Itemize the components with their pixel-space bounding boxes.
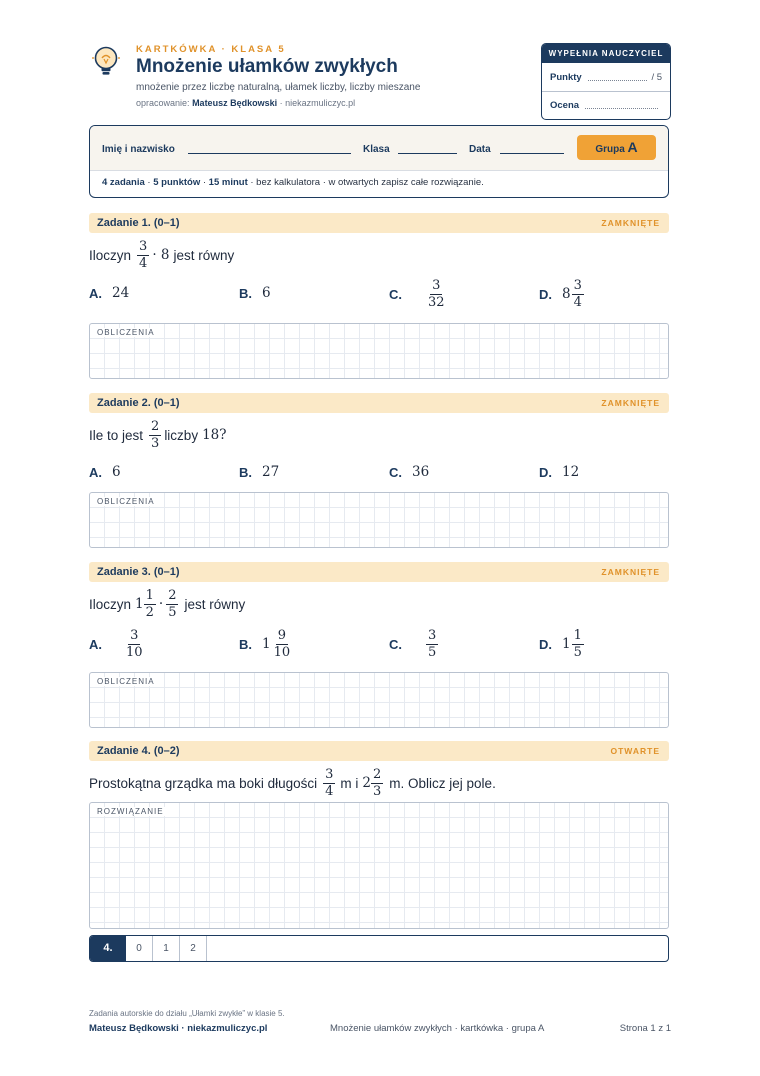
option-letter: C. [389, 464, 402, 480]
task-4-header [89, 741, 669, 761]
numerator: 2 [151, 419, 160, 434]
option-letter: B. [239, 285, 252, 301]
denominator: 32 [428, 294, 445, 310]
fraction [426, 279, 447, 309]
option-letter: C. [389, 286, 402, 302]
numerator: 3 [325, 767, 334, 782]
question-text: Ile to jest [89, 427, 144, 443]
option-letter: A. [89, 636, 102, 652]
numerator: 2 [168, 588, 177, 603]
task-1-header [89, 213, 669, 233]
task-4-question [89, 768, 496, 798]
author-line [136, 98, 355, 108]
student-info-fields [90, 126, 668, 171]
task-type-badge: OTWARTE [610, 746, 660, 756]
class-label: Klasa [363, 144, 390, 155]
whole-part: 2 [362, 775, 371, 792]
option-a[interactable] [89, 285, 129, 301]
score-option-2[interactable]: 2 [180, 936, 207, 961]
worksheet-kicker: KARTKÓWKA · KLASA 5 [136, 44, 286, 55]
math-term: 18? [202, 427, 227, 444]
denominator: 5 [573, 644, 582, 660]
grade-label: Ocena [550, 100, 580, 111]
group-letter: A [627, 139, 638, 155]
denominator: 3 [151, 435, 160, 451]
score-row [89, 935, 669, 962]
question-text: m. Oblicz jej pole. [389, 775, 496, 791]
question-text: Prostokątna grządka ma boki długości [89, 775, 318, 791]
option-d[interactable] [539, 279, 587, 309]
option-b[interactable] [239, 629, 295, 659]
fraction [572, 279, 584, 309]
area-label: OBLICZENIA [97, 497, 155, 506]
area-label: OBLICZENIA [97, 677, 155, 686]
summary-time: 15 minut [208, 177, 248, 188]
option-d[interactable] [539, 464, 579, 480]
page-title: Mnożenie ułamków zwykłych [136, 56, 398, 77]
author-prefix: opracowanie: [136, 98, 190, 108]
fraction [323, 768, 335, 798]
math-term: · 8 [152, 247, 170, 264]
fraction [137, 240, 149, 270]
option-value: 27 [262, 464, 280, 480]
option-a[interactable] [89, 629, 148, 659]
grade-field[interactable] [585, 101, 658, 109]
option-a[interactable] [89, 464, 121, 480]
group-label: Grupa [595, 144, 625, 155]
teacher-box-divider [542, 91, 670, 92]
denominator: 3 [373, 783, 382, 799]
option-letter: D. [539, 286, 552, 302]
footer-page: Strona 1 z 1 [619, 1023, 671, 1034]
fraction [149, 420, 161, 450]
numerator: 3 [130, 628, 139, 643]
whole-part: 1 [562, 636, 571, 653]
name-field[interactable] [188, 153, 351, 154]
option-b[interactable] [239, 464, 279, 480]
option-value: 6 [262, 285, 271, 301]
task-title: Zadanie 2. (0–1) [97, 397, 180, 409]
summary-points: 5 punktów [153, 177, 201, 188]
denominator: 2 [145, 604, 154, 620]
task-type-badge: ZAMKNIĘTE [601, 567, 660, 577]
points-row [550, 72, 662, 83]
question-text: Iloczyn [89, 247, 132, 263]
task-1-question [89, 240, 234, 270]
task-3-header [89, 562, 669, 582]
numerator: 2 [373, 767, 382, 782]
fraction [426, 629, 438, 659]
score-option-0[interactable]: 0 [126, 936, 153, 961]
task-type-badge: ZAMKNIĘTE [601, 398, 660, 408]
author-site: · niekazmuliczyc.pl [279, 98, 356, 108]
area-label: OBLICZENIA [97, 328, 155, 337]
whole-part: 1 [262, 636, 271, 653]
denominator: 4 [139, 255, 148, 271]
lightbulb-icon [90, 44, 122, 78]
task-type-badge: ZAMKNIĘTE [601, 218, 660, 228]
points-label: Punkty [550, 72, 582, 83]
denominator: 10 [273, 644, 291, 660]
date-field[interactable] [500, 153, 564, 154]
fraction [371, 768, 383, 798]
summary-tasks: 4 zadania [102, 177, 145, 188]
calculation-area[interactable] [89, 492, 669, 548]
whole-part: 1 [135, 596, 144, 613]
option-letter: B. [239, 636, 252, 652]
fraction [572, 629, 584, 659]
footer-brand: Mateusz Będkowski · niekazmuliczyc.pl [89, 1023, 268, 1034]
numerator: 1 [145, 588, 154, 603]
question-text: jest równy [173, 247, 235, 263]
class-field[interactable] [398, 153, 457, 154]
option-letter: D. [539, 636, 552, 652]
student-info-panel [89, 125, 669, 198]
footer-note: Zadania autorskie do działu „Ułamki zwykłe” w klasie 5. [89, 1009, 285, 1018]
date-label: Data [469, 144, 491, 155]
task-title: Zadanie 3. (0–1) [97, 566, 180, 578]
fraction [166, 589, 178, 619]
option-letter: C. [389, 636, 402, 652]
denominator: 5 [428, 644, 437, 660]
fraction [272, 629, 293, 659]
option-value: 6 [112, 464, 121, 480]
option-value: 36 [412, 464, 430, 480]
option-letter: D. [539, 464, 552, 480]
numerator: 9 [277, 628, 286, 643]
group-badge [577, 135, 656, 160]
numerator: 3 [428, 628, 437, 643]
page-subtitle: mnożenie przez liczbę naturalną, ułamek liczby, liczby mieszane [136, 82, 421, 93]
option-letter: B. [239, 464, 252, 480]
task-title: Zadanie 4. (0–2) [97, 745, 180, 757]
task-3-question [89, 589, 245, 619]
grade-row [550, 100, 662, 111]
option-value: 24 [112, 285, 130, 301]
denominator: 4 [325, 783, 334, 799]
question-text: liczby [164, 427, 199, 443]
task-title: Zadanie 1. (0–1) [97, 217, 180, 229]
teacher-box [541, 43, 671, 120]
question-text: m i [340, 775, 359, 791]
points-max: / 5 [651, 72, 662, 83]
score-option-1[interactable]: 1 [153, 936, 180, 961]
numerator: 3 [432, 278, 441, 293]
option-c[interactable] [389, 279, 450, 309]
fraction [124, 629, 145, 659]
summary-rest: · bez kalkulatora · w otwartych zapisz całe rozwiązanie. [250, 177, 484, 188]
question-text: Iloczyn [89, 596, 132, 612]
option-c[interactable] [389, 629, 441, 659]
option-letter: A. [89, 464, 102, 480]
test-summary: 4 zadania · 5 punktów · 15 minut · bez kalkulatora · w otwartych zapisz całe rozwiązanie. [102, 177, 484, 188]
whole-part: 8 [562, 286, 571, 303]
calculation-area[interactable] [89, 323, 669, 379]
solution-area[interactable] [89, 802, 669, 929]
task-2-header [89, 393, 669, 413]
numerator: 3 [139, 239, 148, 254]
fraction [144, 589, 156, 619]
points-field[interactable] [588, 73, 648, 81]
question-text: jest równy [184, 596, 246, 612]
denominator: 4 [573, 294, 582, 310]
author-name: Mateusz Będkowski [192, 98, 278, 108]
denominator: 10 [126, 644, 143, 660]
name-label: Imię i nazwisko [102, 144, 175, 155]
area-label: ROZWIĄZANIE [97, 807, 164, 816]
option-b[interactable] [239, 285, 271, 301]
numerator: 3 [573, 278, 582, 293]
numerator: 1 [573, 628, 582, 643]
denominator: 5 [168, 604, 177, 620]
option-c[interactable] [389, 464, 429, 480]
task-2-question [89, 420, 227, 450]
calculation-area[interactable] [89, 672, 669, 728]
footer-center: Mnożenie ułamków zwykłych · kartkówka · grupa A [330, 1023, 545, 1034]
math-operator: · [158, 596, 164, 613]
teacher-box-heading: WYPEŁNIA NAUCZYCIEL [542, 44, 670, 63]
option-d[interactable] [539, 629, 587, 659]
option-value: 12 [562, 464, 580, 480]
score-task-number: 4. [90, 936, 126, 961]
option-letter: A. [89, 285, 102, 301]
